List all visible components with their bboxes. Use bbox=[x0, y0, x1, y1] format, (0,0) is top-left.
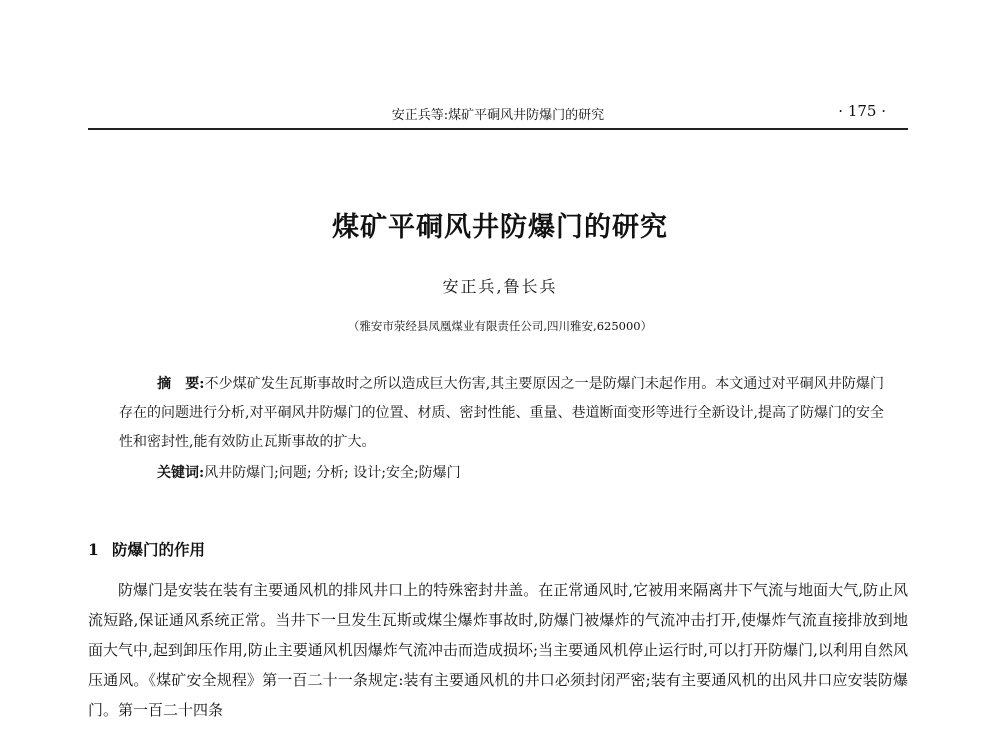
section-number: 1 bbox=[88, 540, 99, 559]
authors: 安正兵,鲁长兵 bbox=[442, 277, 558, 296]
page-number: · 175 · bbox=[838, 102, 886, 120]
paper-title: 煤矿平硐风井防爆门的研究 bbox=[332, 212, 668, 243]
body-paragraph: 防爆门是安装在装有主要通风机的排风井口上的特殊密封井盖。在正常通风时,它被用来隔离井下气流与地面大气,防止风流短路,保证通风系统正常。当井下一旦发生瓦斯或煤尘爆炸事故时,防爆门被爆炸的气流冲击打开,使爆炸气流直接排放到地面大气中,起到卸压作用,防止主要通风机因爆炸气流冲击而造成损坏;当主要通风机停止运行时,可以打开防爆门,以利用自然风压通风。《煤矿安全规程》第一百二十一条规定:装有主要通风机的井口必须封闭严密;装有主要通风机的出风井口应安装防爆门。第一百二十四条 bbox=[88, 581, 908, 719]
keywords-label: 关键词: bbox=[157, 465, 205, 481]
abstract-text: 不少煤矿发生瓦斯事故时之所以造成巨大伤害,其主要原因之一是防爆门未起作用。本文通过对平硐风井防爆门存在的问题进行分析,对平硐风井防爆门的位置、材质、密封性能、重量、巷道断面变形等进行全新设计,提高了防爆门的安全性和密封性,能有效防止瓦斯事故的扩大。 bbox=[119, 376, 885, 450]
running-title: 安正兵等:煤矿平硐风井防爆门的研究 bbox=[391, 108, 605, 123]
section-title: 防爆门的作用 bbox=[112, 540, 206, 559]
running-header bbox=[88, 100, 908, 130]
abstract-label: 摘 要: bbox=[157, 376, 205, 392]
abstract bbox=[119, 370, 884, 457]
affiliation: （雅安市荥经县凤凰煤业有限责任公司,四川雅安,625000） bbox=[347, 319, 653, 333]
section-heading bbox=[88, 538, 205, 560]
keywords bbox=[157, 459, 857, 488]
keywords-text: 风井防爆门;问题; 分析; 设计;安全;防爆门 bbox=[204, 465, 461, 481]
